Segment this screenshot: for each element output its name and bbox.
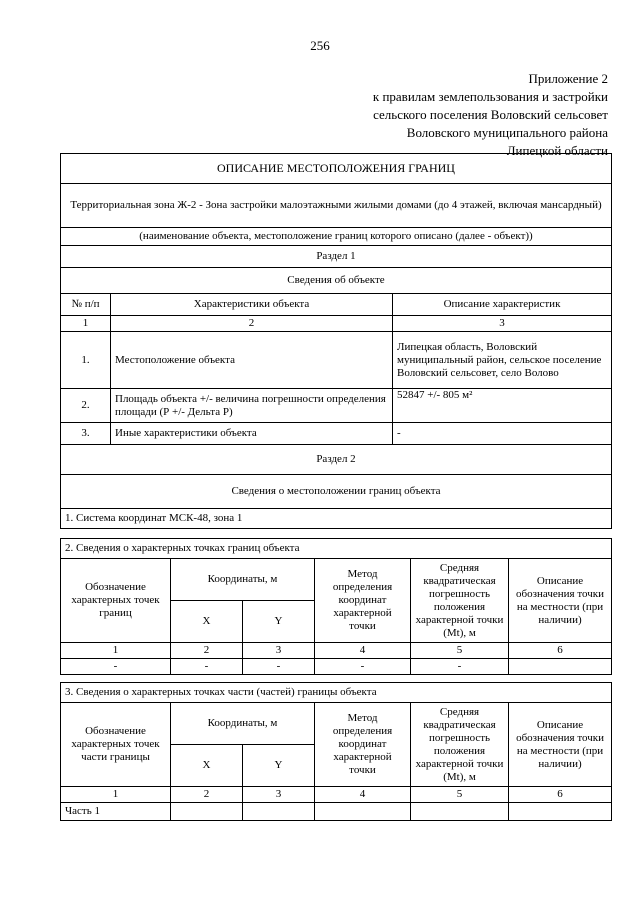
part-label: Часть 1 (61, 803, 171, 821)
col-number: 5 (411, 787, 509, 803)
header-designation: Обозначение характерных точек границ (61, 559, 171, 643)
points-section-title: 2. Сведения о характерных точках границ объекта (61, 539, 612, 559)
point-cell: - (315, 659, 411, 675)
point-cell: - (243, 659, 315, 675)
header-point-description: Описание обозначения точки на местности (при наличии) (509, 703, 612, 787)
col-number: 3 (243, 643, 315, 659)
col-number: 1 (61, 787, 171, 803)
col-number: 1 (61, 643, 171, 659)
row-description: - (393, 423, 612, 445)
col-header-num: № п/п (61, 294, 111, 316)
col-number: 2 (171, 787, 243, 803)
row-number: 3. (61, 423, 111, 445)
appendix-header (248, 70, 608, 160)
col-number: 6 (509, 643, 612, 659)
col-number: 6 (509, 787, 612, 803)
col-number: 4 (315, 787, 411, 803)
header-accuracy: Средняя квадратическая погрешность положения характерной точки (Mt), м (411, 703, 509, 787)
part-points-table (60, 682, 612, 821)
row-description: 52847 +/- 805 м² (393, 389, 612, 423)
col-number: 5 (411, 643, 509, 659)
row-number: 2. (61, 389, 111, 423)
col-number: 3 (393, 316, 612, 332)
col-header-characteristic: Характеристики объекта (111, 294, 393, 316)
col-number: 2 (171, 643, 243, 659)
header-y: Y (243, 745, 315, 787)
row-characteristic: Иные характеристики объекта (111, 423, 393, 445)
header-coordinates: Координаты, м (171, 559, 315, 601)
empty-cell (243, 803, 315, 821)
empty-cell (315, 803, 411, 821)
section1-subtitle: Сведения об объекте (61, 268, 612, 294)
empty-cell (171, 803, 243, 821)
header-method: Метод определения координат характерной точки (315, 703, 411, 787)
header-point-description: Описание обозначения точки на местности (при наличии) (509, 559, 612, 643)
document-title: ОПИСАНИЕ МЕСТОПОЛОЖЕНИЯ ГРАНИЦ (61, 154, 612, 184)
section1-title: Раздел 1 (61, 246, 612, 268)
point-cell (509, 659, 612, 675)
page-number: 256 (310, 38, 330, 53)
header-y: Y (243, 601, 315, 643)
part-section-title: 3. Сведения о характерных точках части (частей) границы объекта (61, 683, 612, 703)
boundary-points-table (60, 538, 612, 675)
col-number: 1 (61, 316, 111, 332)
col-header-description: Описание характеристик (393, 294, 612, 316)
appendix-line: Липецкой области (506, 143, 608, 158)
main-table (60, 153, 612, 529)
col-number: 3 (243, 787, 315, 803)
appendix-line: к правилам землепользования и застройки (372, 89, 608, 104)
row-number: 1. (61, 332, 111, 389)
section2-subtitle: Сведения о местоположении границ объекта (61, 475, 612, 509)
object-name: Территориальная зона Ж-2 - Зона застройки малоэтажными жилыми домами (до 4 этажей, включая мансардный) (61, 184, 612, 228)
point-cell: - (61, 659, 171, 675)
row-characteristic: Местоположение объекта (111, 332, 393, 389)
object-caption: (наименование объекта, местоположение границ которого описано (далее - объект)) (61, 228, 612, 246)
row-description: Липецкая область, Воловский муниципальный район, сельское поселение Воловский сельсовет, село Волово (393, 332, 612, 389)
appendix-line: Приложение 2 (528, 71, 608, 86)
point-cell: - (171, 659, 243, 675)
header-x: X (171, 745, 243, 787)
header-designation-part: Обозначение характерных точек части границы (61, 703, 171, 787)
empty-cell (509, 803, 612, 821)
appendix-line: Воловского муниципального района (406, 125, 608, 140)
appendix-line: сельского поселения Воловский сельсовет (373, 107, 608, 122)
header-x: X (171, 601, 243, 643)
row-characteristic: Площадь объекта +/- величина погрешности определения площади (Р +/- Дельта Р) (111, 389, 393, 423)
col-number: 4 (315, 643, 411, 659)
col-number: 2 (111, 316, 393, 332)
header-method: Метод определения координат характерной точки (315, 559, 411, 643)
section2-title: Раздел 2 (61, 445, 612, 475)
header-accuracy: Средняя квадратическая погрешность положения характерной точки (Mt), м (411, 559, 509, 643)
empty-cell (411, 803, 509, 821)
coordinate-system: 1. Система координат МСК-48, зона 1 (61, 509, 612, 529)
point-cell: - (411, 659, 509, 675)
header-coordinates: Координаты, м (171, 703, 315, 745)
